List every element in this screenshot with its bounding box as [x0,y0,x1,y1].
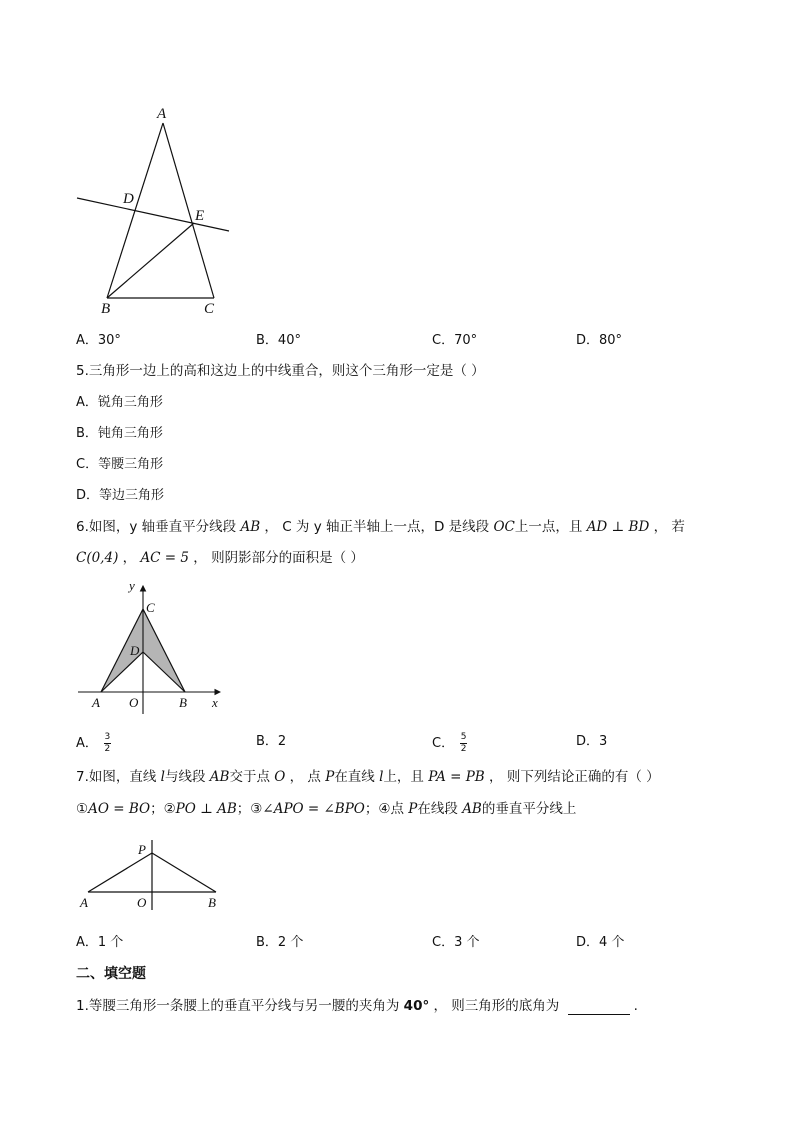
statement-4-text: 的垂直平分线上 [481,801,577,817]
answer-blank[interactable] [568,1000,630,1015]
q7-option-d[interactable]: D．4 个 [576,935,625,950]
q7-text-3: 交于点 [229,769,275,785]
separator: ； [364,801,379,817]
q7-math-l2: l [379,769,384,785]
option-c[interactable]: C．70° [432,333,478,348]
q7-math-l: l [160,769,165,785]
q6-text-4: ， 若 [649,519,685,535]
triangle-figure-q4 [70,100,240,322]
q6-math-perp: AD ⊥ BD [586,519,650,535]
statement-4-text: 点 [390,801,409,817]
statement-1: AO = BO [88,801,151,817]
option-d[interactable]: D．80° [576,333,623,348]
triangle-figure-q7 [72,836,232,918]
fraction-denominator: 2 [104,744,111,754]
label-B: B [101,301,111,317]
label-x: x [212,695,218,710]
q7-option-a[interactable]: A．1 个 [76,935,124,950]
separator: ； [236,801,251,817]
q6-option-a-prefix: A． [76,736,98,751]
q5-option-b[interactable]: B．钝角三角形 [76,426,163,441]
circled-1: ① [76,801,89,817]
label-p: P [138,842,146,857]
q7-text-4: ， 点 [285,769,326,785]
label-E: E [195,208,205,224]
fill-1-angle: 40° [403,998,430,1014]
q7-text-2: 与线段 [165,769,210,785]
question-5-stem: 5.三角形一边上的高和这边上的中线重合，则这个三角形一定是（ ） [76,363,485,379]
label-o: O [129,695,139,710]
q7-text-7: ， 则下列结论正确的有（ ） [484,769,660,785]
q7-text-1: 7.如图，直线 [76,769,161,785]
q5-option-c[interactable]: C．等腰三角形 [76,457,164,472]
question-6-line-1 [76,518,685,536]
q6-text-2: ， C 为 y 轴正半轴上一点，D 是线段 [260,519,494,535]
q7-option-c[interactable]: C．3 个 [432,935,480,950]
q7-math-p: P [325,769,335,785]
statement-4-p: P [408,801,418,817]
q7-math-eq: PA = PB [428,769,485,785]
label-d: D [130,643,140,658]
section-title: 二、填空题 [76,966,146,982]
statement-2: PO ⊥ AB [175,801,237,817]
question-7-line-2 [76,800,576,818]
q6-option-b[interactable]: B．2 [256,734,287,749]
question-7-line-1 [76,768,660,786]
fill-1-mid: ， 则三角形的底角为 [429,998,564,1014]
fraction-three-halves [104,733,111,754]
label-A: A [157,106,167,122]
q7-option-b[interactable]: B．2 个 [256,935,304,950]
q6-option-c-prefix: C． [432,736,455,751]
q6-option-c[interactable] [432,733,467,754]
label-c: C [146,600,155,615]
statement-3: ∠APO = ∠BPO [262,801,365,817]
fill-1-end: . [633,998,638,1014]
q6-text-3: 上一点，且 [514,519,587,535]
coordinate-figure-q6 [70,576,230,716]
q6-math-c: C(0,4) [76,550,119,566]
label-C: C [204,301,215,317]
label-a: A [80,895,88,910]
fraction-numerator: 5 [460,732,467,742]
circled-2: ② [163,801,176,817]
circled-4: ④ [378,801,391,817]
fraction-denominator: 2 [460,744,467,754]
q6-option-d[interactable]: D．3 [576,734,608,749]
q6-math-ac: AC = 5 [140,550,189,566]
statement-4-text: 在线段 [417,801,463,817]
fraction-five-halves [460,733,467,754]
q7-math-ab: AB [209,769,230,785]
q6-text-1: 6.如图，y 轴垂直平分线段 [76,519,241,535]
q7-text-6: 上，且 [383,769,429,785]
q7-text-5: 在直线 [334,769,380,785]
separator: ； [150,801,164,817]
label-b: B [179,695,187,710]
q6-text-5: ， [118,550,141,566]
q5-option-d[interactable]: D．等边三角形 [76,488,165,503]
label-D: D [123,191,134,207]
option-a[interactable]: A．30° [76,333,121,348]
label-o: O [137,895,147,910]
q6-text-6: ， 则阴影部分的面积是（ ） [189,550,364,566]
q6-option-a[interactable] [76,733,111,754]
question-6-line-2 [76,549,364,567]
label-y: y [129,578,135,593]
q5-option-a[interactable]: A．锐角三角形 [76,395,163,410]
q7-math-o: O [274,769,286,785]
circled-3: ③ [250,801,263,817]
fill-1-stem: 1.等腰三角形一条腰上的垂直平分线与另一腰的夹角为 [76,998,404,1014]
fraction-numerator: 3 [104,732,111,742]
q6-math-ab: AB [240,519,261,535]
label-a: A [92,695,100,710]
label-b: B [208,895,216,910]
option-b[interactable]: B．40° [256,333,301,348]
statement-4-ab: AB [462,801,482,817]
q6-math-oc: OC [493,519,515,535]
fill-question-1 [76,997,638,1015]
